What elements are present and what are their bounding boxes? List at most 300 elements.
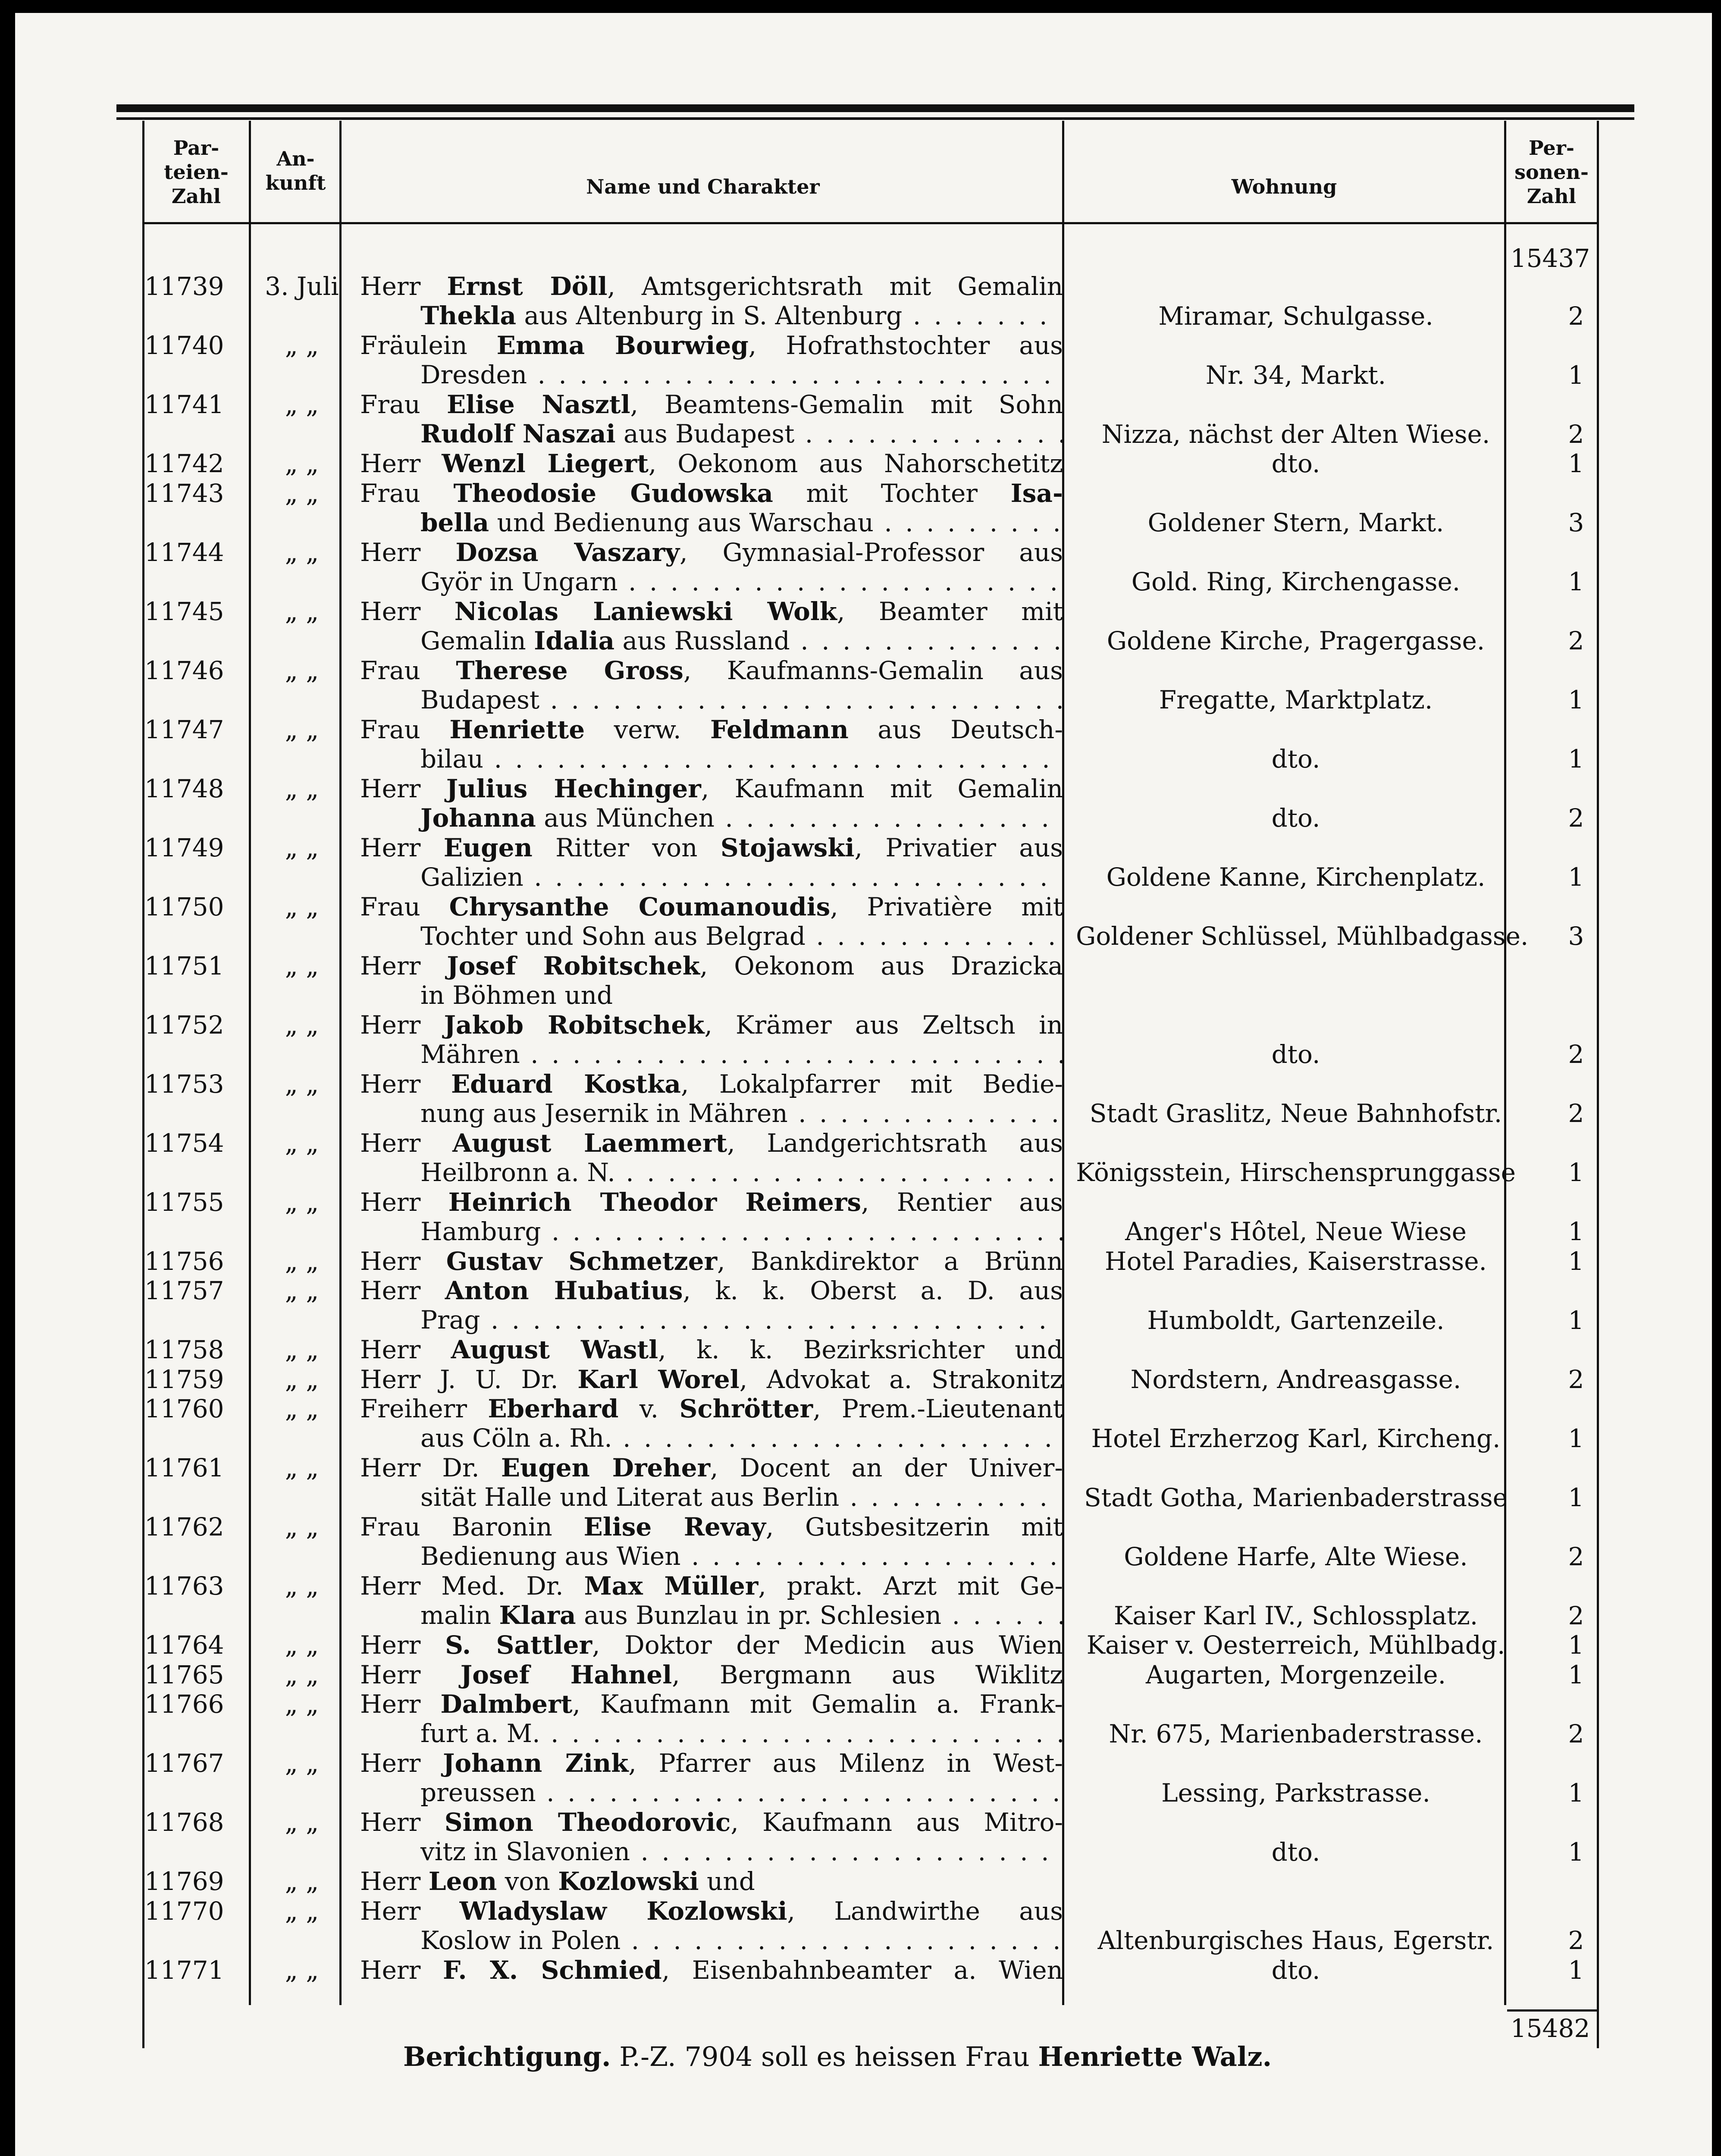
arrival-date: „ „	[285, 1187, 319, 1217]
name-text: mit Tochter	[773, 478, 1011, 508]
correction-bold: Berichtigung.	[403, 2041, 611, 2072]
name-bold: Leon	[428, 1867, 497, 1896]
residence: Augarten, Morgenzeile.	[1145, 1660, 1446, 1689]
party-number: 11764	[144, 1630, 224, 1660]
name-line-2	[360, 1482, 1063, 1512]
name-text: , Privatière mit	[830, 892, 1063, 921]
arrival-date: „ „	[285, 1808, 319, 1837]
residence: Goldene Harfe, Alte Wiese.	[1124, 1542, 1468, 1571]
party-number: 11768	[144, 1808, 224, 1837]
top-rule-thin	[116, 117, 1634, 120]
name-line-2	[360, 981, 1063, 1010]
name-text: , Kaufmann mit Gemalin	[701, 774, 1063, 803]
name-line-2	[360, 921, 1063, 951]
name-text: nung aus Jesernik in Mähren	[420, 1098, 788, 1128]
party-number: 11744	[144, 537, 224, 567]
name-bold: Stojawski	[720, 833, 855, 862]
name-text: , Bankdirektor a Brünn	[717, 1246, 1063, 1276]
name-text: Herr	[360, 833, 444, 862]
name-bold: Karl Worel	[577, 1364, 740, 1394]
name-line-2	[360, 1926, 1063, 1955]
residence: dto.	[1271, 449, 1320, 478]
arrival-date: „ „	[285, 1660, 319, 1689]
party-number: 11769	[144, 1867, 224, 1896]
name-bold: August Laemmert	[452, 1128, 727, 1158]
arrival-date: „ „	[285, 1630, 319, 1660]
name-bold: Johann Zink	[443, 1749, 629, 1778]
name-bold: Gustav Schmetzer	[446, 1246, 718, 1276]
rule-num-ank	[249, 121, 251, 2005]
carry-out-value: 15482	[1510, 2014, 1590, 2043]
arrival-date: „ „	[285, 1571, 319, 1601]
arrival-date: „ „	[285, 1955, 319, 1985]
name-text: von	[497, 1867, 558, 1896]
name-line-1	[360, 1660, 1063, 1689]
carry-in-value: 15437	[1510, 244, 1590, 273]
name-text: Herr	[360, 1069, 451, 1099]
name-bold: F. X. Schmied	[442, 1955, 662, 1985]
header-line: Zahl	[171, 185, 221, 208]
name-text: Herr	[360, 1896, 460, 1926]
residence: Stadt Graslitz, Neue Bahnhofstr.	[1089, 1099, 1502, 1128]
header-col-name: Name und Charakter	[586, 175, 820, 198]
name-line-1	[360, 272, 1063, 301]
name-text: Herr	[360, 596, 455, 626]
name-bold: Anton Hubatius	[445, 1276, 683, 1305]
residence: Miramar, Schulgasse.	[1158, 301, 1433, 331]
name-line-1	[360, 1630, 1063, 1660]
name-line-2	[360, 508, 1063, 537]
header-line: Par-	[173, 136, 219, 160]
party-number: 11758	[144, 1335, 224, 1364]
party-number: 11746	[144, 655, 224, 685]
name-bold: Isa-	[1010, 478, 1063, 508]
correction-note	[403, 2040, 1524, 2074]
party-number: 11771	[144, 1955, 224, 1985]
name-text: , Eisenbahnbeamter a. Wien	[661, 1955, 1063, 1985]
name-text: Hamburg	[420, 1216, 541, 1246]
name-text: verw.	[585, 714, 710, 744]
name-text: , Oekonom aus Drazicka	[699, 951, 1063, 981]
name-text: Herr	[360, 1276, 445, 1305]
residence: Hotel Erzherzog Karl, Kircheng.	[1091, 1423, 1501, 1453]
name-bold: Klara	[499, 1601, 576, 1630]
arrival-date: „ „	[285, 1867, 319, 1896]
arrival-date: „ „	[285, 833, 319, 862]
party-number: 11763	[144, 1571, 224, 1601]
person-count: 1	[1568, 1660, 1584, 1689]
arrival-date: „ „	[285, 1689, 319, 1719]
person-count: 1	[1568, 1423, 1584, 1453]
party-number: 11752	[144, 1010, 224, 1040]
residence: Hotel Paradies, Kaiserstrasse.	[1104, 1246, 1487, 1276]
residence: Nordstern, Andreasgasse.	[1130, 1364, 1461, 1394]
person-count: 2	[1568, 1926, 1584, 1955]
name-line-1	[360, 1335, 1063, 1364]
name-line-2	[360, 1719, 1063, 1748]
party-number: 11760	[144, 1394, 224, 1423]
name-bold: Theodosie Gudowska	[453, 478, 773, 508]
person-count: 1	[1568, 1246, 1584, 1276]
name-and-title	[360, 597, 1063, 655]
name-text: , prakt. Arzt mit Ge-	[758, 1571, 1063, 1601]
name-text: , Amtsgerichtsrath mit Gemalin	[607, 272, 1063, 301]
name-line-1	[360, 597, 1063, 626]
name-line-1	[360, 951, 1063, 981]
name-line-1	[360, 1955, 1063, 1985]
name-text: aus Bunzlau in pr. Schlesien	[576, 1601, 942, 1630]
name-line-1	[360, 1394, 1063, 1423]
name-line-1	[360, 1069, 1063, 1099]
name-and-title	[360, 1365, 1063, 1394]
arrival-date: „ „	[285, 596, 319, 626]
party-number: 11754	[144, 1128, 224, 1158]
person-count: 1	[1568, 1630, 1584, 1660]
name-and-title	[360, 390, 1063, 448]
arrival-date: „ „	[285, 478, 319, 508]
name-bold: Kozlowski	[558, 1867, 699, 1896]
person-count: 2	[1568, 626, 1584, 655]
residence: Königsstein, Hirschensprunggasse	[1076, 1158, 1516, 1187]
name-text: preussen	[420, 1778, 536, 1807]
person-count: 2	[1568, 1542, 1584, 1571]
arrival-date: „ „	[285, 1749, 319, 1778]
person-count: 1	[1568, 567, 1584, 596]
name-and-title	[360, 1896, 1063, 1955]
name-text: Herr Med. Dr.	[360, 1571, 584, 1601]
party-number: 11759	[144, 1364, 224, 1394]
party-number: 11753	[144, 1069, 224, 1099]
residence: Goldener Stern, Markt.	[1147, 508, 1444, 537]
name-text: , Landwirthe aus	[787, 1896, 1063, 1926]
person-count: 1	[1568, 685, 1584, 714]
arrival-date: „ „	[285, 537, 319, 567]
name-bold: Thekla	[420, 301, 517, 330]
name-text: in Böhmen und	[420, 980, 613, 1010]
name-text: , Hofrathstochter aus	[748, 331, 1063, 360]
name-line-1	[360, 1749, 1063, 1778]
name-bold: Idalia	[534, 626, 615, 655]
residence: Kaiser Karl IV., Schlossplatz.	[1113, 1601, 1478, 1630]
name-line-2	[360, 1778, 1063, 1807]
arrival-date: „ „	[285, 1364, 319, 1394]
person-count: 2	[1568, 1099, 1584, 1128]
person-count: 2	[1568, 803, 1584, 833]
name-bold: Therese Gross	[456, 655, 683, 685]
arrival-date: „ „	[285, 1069, 319, 1099]
arrival-date: „ „	[285, 449, 319, 478]
party-number: 11747	[144, 714, 224, 744]
name-and-title	[360, 1689, 1063, 1748]
name-line-2	[360, 1040, 1063, 1069]
name-line-1	[360, 331, 1063, 360]
residence: Nr. 34, Markt.	[1205, 360, 1386, 390]
name-text: Herr	[360, 1867, 429, 1896]
name-text: , Lokalpfarrer mit Bedie-	[680, 1069, 1063, 1099]
name-text: , Rentier aus	[861, 1187, 1063, 1217]
name-text: , Gymnasial-Professor aus	[680, 537, 1063, 567]
name-and-title	[360, 1335, 1063, 1364]
arrival-date: „ „	[285, 892, 319, 921]
party-number: 11762	[144, 1512, 224, 1542]
name-bold: Max Müller	[584, 1571, 759, 1601]
name-and-title	[360, 1276, 1063, 1335]
header-col-ank	[251, 147, 340, 195]
name-text: Budapest	[420, 685, 540, 714]
person-count: 3	[1568, 921, 1584, 951]
name-text: Tochter und Sohn aus Belgrad	[420, 921, 806, 951]
party-number: 11745	[144, 596, 224, 626]
name-text: aus Budapest	[615, 419, 795, 448]
arrival-date: „ „	[285, 1896, 319, 1926]
party-number: 11748	[144, 774, 224, 803]
name-text: Frau	[360, 714, 450, 744]
name-line-2	[360, 685, 1063, 714]
residence: dto.	[1271, 1955, 1320, 1985]
name-text: Freiherr	[360, 1394, 488, 1423]
name-text: Herr	[360, 1335, 451, 1364]
name-text: sität Halle und Literat aus Berlin	[420, 1482, 840, 1512]
name-text: Herr	[360, 1660, 461, 1689]
person-count: 1	[1568, 449, 1584, 478]
person-count: 1	[1568, 744, 1584, 774]
name-text: Herr J. U. Dr.	[360, 1364, 578, 1394]
residence: dto.	[1271, 1040, 1320, 1069]
name-text: aus Altenburg in S. Altenburg	[516, 301, 903, 330]
residence: Gold. Ring, Kirchengasse.	[1131, 567, 1461, 596]
name-line-1	[360, 538, 1063, 567]
name-bold: bella	[420, 508, 489, 537]
name-and-title	[360, 951, 1063, 1010]
name-text: bilau	[420, 744, 484, 774]
name-text: Frau	[360, 892, 449, 921]
name-line-1	[360, 479, 1063, 508]
name-bold: Johanna	[420, 803, 536, 833]
arrival-date: „ „	[285, 1246, 319, 1276]
header-col-num	[144, 136, 248, 208]
name-text: , Privatier aus	[854, 833, 1063, 862]
name-line-2	[360, 744, 1063, 774]
name-text: Herr	[360, 1010, 444, 1040]
name-and-title	[360, 1955, 1063, 1985]
name-text: und	[699, 1867, 755, 1896]
name-bold: Schrötter	[679, 1394, 813, 1423]
arrival-date: „ „	[285, 1128, 319, 1158]
arrival-date: „ „	[285, 331, 319, 360]
sum-rule	[1507, 2009, 1598, 2012]
name-text: Galizien	[420, 862, 524, 892]
name-and-title	[360, 1069, 1063, 1128]
name-line-2	[360, 803, 1063, 833]
person-count: 2	[1568, 1719, 1584, 1749]
name-and-title	[360, 1188, 1063, 1246]
name-bold: Eugen Dreher	[501, 1453, 711, 1482]
arrival-date: „ „	[285, 1453, 319, 1482]
party-number: 11757	[144, 1276, 224, 1305]
correction-bold: Henriette Walz.	[1038, 2041, 1272, 2072]
name-and-title	[360, 1247, 1063, 1276]
name-line-2	[360, 567, 1063, 596]
name-text: , Doktor der Medicin aus Wien	[592, 1630, 1063, 1660]
name-bold: Eugen	[443, 833, 533, 862]
name-line-1	[360, 1867, 1063, 1896]
name-text: Dresden	[420, 360, 527, 389]
name-and-title	[360, 538, 1063, 596]
name-text: , Pfarrer aus Milenz in West-	[628, 1749, 1063, 1778]
name-line-2	[360, 1217, 1063, 1246]
name-line-2	[360, 360, 1063, 389]
name-text: Herr	[360, 1749, 443, 1778]
party-number: 11742	[144, 449, 224, 478]
top-rule	[116, 104, 1634, 112]
name-text: Heilbronn a. N.	[420, 1157, 615, 1187]
name-and-title	[360, 1630, 1063, 1660]
name-text: , Beamter mit	[837, 596, 1063, 626]
name-line-2	[360, 862, 1063, 892]
person-count: 1	[1568, 360, 1584, 390]
name-text: Herr	[360, 774, 446, 803]
name-text: Herr Dr.	[360, 1453, 501, 1482]
name-text: , Beamtens-Gemalin mit Sohn	[630, 390, 1063, 419]
name-bold: Jakob Robitschek	[444, 1010, 705, 1040]
party-number: 11767	[144, 1749, 224, 1778]
header-line: An-	[276, 147, 315, 170]
name-bold: Rudolf Naszai	[420, 419, 616, 448]
name-and-title	[360, 1571, 1063, 1630]
person-count: 1	[1568, 1778, 1584, 1808]
name-text: , Landgerichtsrath aus	[727, 1128, 1063, 1158]
residence: dto.	[1271, 1837, 1320, 1867]
name-bold: Nicolas Laniewski Wolk	[454, 596, 837, 626]
name-and-title	[360, 449, 1063, 478]
name-text: Herr	[360, 1630, 445, 1660]
name-bold: Eberhard	[488, 1394, 619, 1423]
name-line-2	[360, 1542, 1063, 1571]
residence: Goldene Kirche, Pragergasse.	[1107, 626, 1485, 655]
arrival-date: 3. Juli	[265, 272, 339, 301]
name-text: , Bergmann aus Wiklitz	[672, 1660, 1063, 1689]
name-line-1	[360, 1896, 1063, 1926]
name-text: Herr	[360, 1128, 453, 1158]
header-col-pers	[1506, 136, 1597, 208]
residence: Fregatte, Marktplatz.	[1159, 685, 1433, 714]
name-bold: Josef Hahnel	[460, 1660, 672, 1689]
name-and-title	[360, 833, 1063, 892]
name-line-1	[360, 1128, 1063, 1158]
name-and-title	[360, 1660, 1063, 1689]
name-line-1	[360, 1512, 1063, 1542]
name-bold: Chrysanthe Coumanoudis	[449, 892, 831, 921]
name-line-1	[360, 715, 1063, 744]
name-and-title	[360, 272, 1063, 330]
residence: Stadt Gotha, Marienbaderstrasse	[1084, 1482, 1508, 1512]
header-line: teien-	[164, 160, 229, 184]
name-and-title	[360, 331, 1063, 389]
name-line-1	[360, 1689, 1063, 1719]
residence: Nr. 675, Marienbaderstrasse.	[1109, 1719, 1483, 1749]
name-text: Herr	[360, 537, 456, 567]
name-text: , Advokat a. Strakonitz	[739, 1364, 1063, 1394]
residence: Goldener Schlüssel, Mühlbadgasse.	[1076, 921, 1529, 951]
person-count: 1	[1568, 1305, 1584, 1335]
name-bold: Elise Nasztl	[446, 390, 630, 419]
name-bold: August Wastl	[451, 1335, 658, 1364]
party-number: 11743	[144, 478, 224, 508]
name-text: Fräulein	[360, 331, 497, 360]
name-bold: Eduard Kostka	[451, 1069, 681, 1099]
name-bold: Josef Robitschek	[447, 951, 700, 981]
name-and-title	[360, 774, 1063, 833]
name-line-1	[360, 1247, 1063, 1276]
party-number: 11740	[144, 331, 224, 360]
name-text: Herr	[360, 951, 447, 981]
name-text: , k. k. Bezirksrichter und	[658, 1335, 1063, 1364]
name-text: , Kaufmann mit Gemalin a. Frank-	[572, 1689, 1063, 1719]
name-text: , Krämer aus Zeltsch in	[704, 1010, 1063, 1040]
party-number: 11750	[144, 892, 224, 921]
person-count: 2	[1568, 1040, 1584, 1069]
name-line-1	[360, 1276, 1063, 1305]
name-bold: Ernst Döll	[447, 272, 608, 301]
person-count: 1	[1568, 862, 1584, 892]
name-line-1	[360, 1010, 1063, 1040]
person-count: 2	[1568, 1364, 1584, 1394]
name-line-1	[360, 1808, 1063, 1837]
name-bold: Simon Theodorovic	[444, 1808, 731, 1837]
name-text: Györ in Ungarn	[420, 567, 618, 596]
name-text: Koslow in Polen	[420, 1925, 621, 1955]
name-line-2	[360, 1305, 1063, 1335]
name-text: Herr	[360, 449, 442, 478]
party-number: 11755	[144, 1187, 224, 1217]
name-bold: Wenzl Liegert	[442, 449, 649, 478]
name-line-1	[360, 656, 1063, 685]
header-line: Per-	[1529, 136, 1574, 160]
header-col-wohnung: Wohnung	[1231, 175, 1337, 198]
name-text: Frau Baronin	[360, 1512, 584, 1542]
name-bold: Henriette	[449, 714, 585, 744]
person-count: 2	[1568, 1601, 1584, 1630]
party-number: 11739	[144, 272, 224, 301]
party-number: 11741	[144, 390, 224, 419]
name-and-title	[360, 892, 1063, 951]
name-text: aus München	[536, 803, 715, 833]
arrival-date: „ „	[285, 1010, 319, 1040]
name-text: , Kaufmann aus Mitro-	[730, 1808, 1063, 1837]
party-number: 11749	[144, 833, 224, 862]
residence: dto.	[1271, 744, 1320, 774]
name-line-1	[360, 1188, 1063, 1217]
name-and-title	[360, 479, 1063, 537]
name-line-1	[360, 1365, 1063, 1394]
arrival-date: „ „	[285, 774, 319, 803]
name-line-1	[360, 774, 1063, 803]
correction-text: P.-Z. 7904 soll es heissen Frau	[611, 2041, 1038, 2072]
name-line-1	[360, 1453, 1063, 1482]
name-text: Prag	[420, 1305, 480, 1335]
person-count: 2	[1568, 419, 1584, 449]
name-line-1	[360, 1571, 1063, 1601]
name-text: vitz in Slavonien	[420, 1837, 630, 1866]
arrival-date: „ „	[285, 1394, 319, 1423]
name-line-1	[360, 449, 1063, 478]
name-text: Herr	[360, 1187, 448, 1217]
name-text: , k. k. Oberst a. D. aus	[683, 1276, 1063, 1305]
name-line-2	[360, 301, 1063, 330]
name-text: aus Cöln a. Rh.	[420, 1423, 612, 1453]
residence: Anger's Hôtel, Neue Wiese	[1125, 1217, 1467, 1246]
name-text: Frau	[360, 390, 447, 419]
